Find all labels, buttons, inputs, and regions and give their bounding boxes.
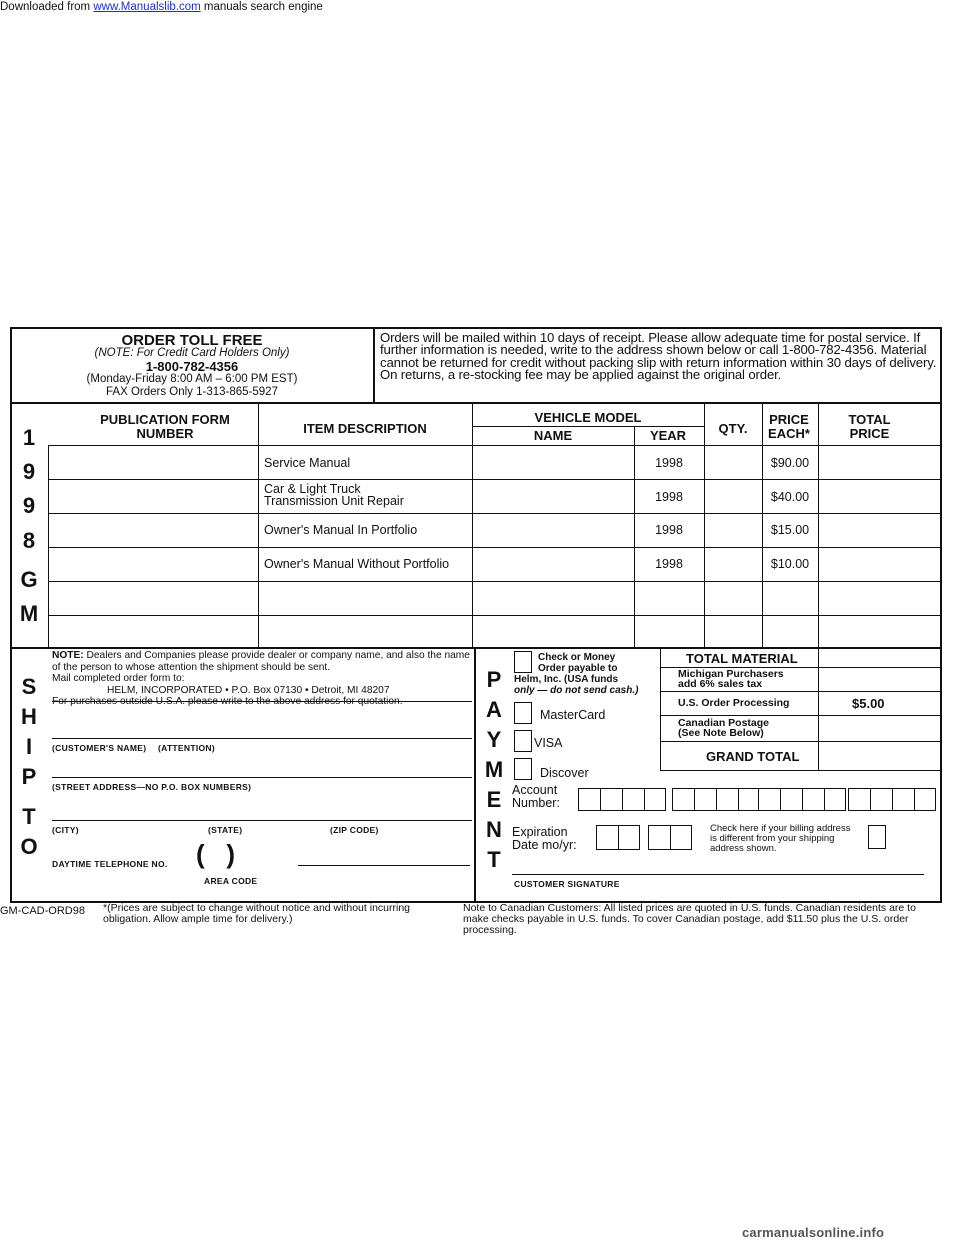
account-number-label: Account Number: — [512, 783, 560, 810]
customer-name-label: (CUSTOMER'S NAME) — [52, 743, 147, 753]
toll-free-box — [12, 329, 372, 399]
pay-letter-n: N — [486, 817, 502, 842]
check-option-line3: Helm, Inc. (USA funds — [514, 674, 619, 685]
form-code: GM-CAD-ORD98 — [0, 905, 85, 917]
city-state-zip-line[interactable] — [52, 820, 472, 821]
row2-item: Car & Light Truck — [264, 482, 361, 496]
processing-fee: $5.00 — [852, 696, 885, 711]
account-number-group-3[interactable] — [758, 788, 846, 811]
row1-year: 1998 — [655, 456, 683, 470]
attention-label: (ATTENTION) — [158, 743, 215, 753]
row2-price: $40.00 — [770, 490, 810, 504]
row2-item-line2: Transmission Unit Repair — [264, 494, 404, 508]
customer-signature-line[interactable] — [512, 874, 924, 875]
canadian-postage-label-1: Canadian Postage — [678, 717, 770, 729]
side-letter-8: 8 — [22, 528, 36, 553]
row1-price: $90.00 — [770, 456, 810, 470]
grand-total-label: GRAND TOTAL — [706, 749, 800, 764]
order-form: ORDER TOLL FREE (NOTE: For Credit Card Holders Only) 1-800-782-4356 (Monday-Friday 8:00 AM – 6:00 PM EST) FAX Orders Only 1-313-865-5927 Orders will be mailed within 10 days of receipt. Please allow adequate time for postal service. If further information is needed, write to the address shown below or call 1-800-782-4356. Material cannot be returned for credit without packing slip with return information within 30 days of delivery. On returns, a re-stocking fee may be applied against the original order. 1 9 9 8 G M PUBLICATION FORM NUMBER ITEM DESCRIPTION VEHICLE MODEL NAME YEAR QTY. PRICE EACH* TOTAL PRICE Service Manual 1998 $90.00 Car & Light Truck Transmission Unit Repair 1998 $40.00 Owner's Manual In Portfolio 1998 $15.00 Owner's Manual Without Portfolio 1998 $10.00 S H I P T O NOTE: Dealers and Companies please provide dealer or company name, and also the name of the person to whose attention the shipment should be sent. Mail completed order form to: HELM, INCORPORATED • P.O. Box 07130 • Detroit, MI 48207 (CUSTOMER'S NAME) (ATTENTION) (STREET ADDRESS—NO P.O. BOX NUMBERS) (CITY) (STATE) (ZIP CODE) DAYTIME TELEPHONE NO. ( ) AREA CODE P A Y M E N T Check or Money Order payable to Helm, Inc. (USA funds only — do not send cash.) MasterCard VISA Discover Account Number: Expiration Date mo/yr: Check here if your billing address is different from your shipping address shown. CUSTOMER SIGNATURE TOTAL MATERIAL Michigan Purchasers add 6% sales tax U.S. Order Processing $5.00 Canadian Postage (See Note Below) GRAND TOTAL — [10, 327, 942, 903]
mastercard-label: MasterCard — [540, 708, 606, 722]
side-letter-1: 1 — [22, 425, 36, 450]
toll-free-note: (NOTE: For Credit Card Holders Only) — [94, 347, 290, 359]
row3-price: $15.00 — [770, 523, 810, 537]
billing-different-checkbox[interactable] — [868, 825, 886, 849]
row1-item: Service Manual — [264, 456, 351, 470]
header-year: YEAR — [649, 428, 687, 443]
account-number-group-1[interactable] — [578, 788, 666, 811]
customer-signature-label: CUSTOMER SIGNATURE — [514, 879, 620, 889]
check-option-line2: Order payable to — [538, 663, 618, 674]
visa-checkbox[interactable] — [514, 730, 532, 752]
street-address-line[interactable] — [52, 777, 472, 778]
state-label: (STATE) — [208, 825, 243, 835]
mailing-address: HELM, INCORPORATED • P.O. Box 07130 • Detroit, MI 48207 — [107, 684, 390, 696]
ship-letter-o: O — [20, 834, 38, 859]
banner-prefix: Downloaded from — [0, 1, 94, 13]
header-item-description: ITEM DESCRIPTION — [303, 421, 427, 436]
account-number-group-2[interactable] — [672, 788, 760, 811]
row2-year: 1998 — [655, 490, 683, 504]
ship-letter-h: H — [21, 704, 37, 729]
pay-letter-m: M — [484, 757, 504, 782]
total-material-label: TOTAL MATERIAL — [686, 651, 798, 666]
header-name: NAME — [533, 428, 573, 443]
check-option-line1: Check or Money — [538, 652, 616, 663]
michigan-tax-label-2: add 6% sales tax — [678, 678, 763, 690]
phone-line[interactable] — [298, 865, 470, 866]
ship-letter-i: I — [25, 734, 33, 759]
row4-price: $10.00 — [770, 557, 810, 571]
daytime-phone-label: DAYTIME TELEPHONE NO. — [52, 859, 168, 869]
manualslib-link[interactable]: www.Manualslib.com — [93, 1, 201, 13]
header-qty: QTY. — [718, 421, 748, 436]
pay-letter-t: T — [487, 847, 501, 872]
header-vehicle-model: VEHICLE MODEL — [534, 410, 642, 425]
toll-free-phone[interactable]: 1-800-782-4356 — [145, 359, 239, 374]
banner-suffix: manuals search engine — [200, 1, 323, 13]
mastercard-checkbox[interactable] — [514, 702, 532, 724]
shipping-instructions — [52, 650, 472, 708]
visa-label: VISA — [534, 736, 563, 750]
fax-number: FAX Orders Only 1-313-865-5927 — [106, 386, 278, 398]
check-money-order-checkbox[interactable] — [514, 651, 532, 673]
city-label: (CITY) — [52, 825, 79, 835]
side-letter-9b: 9 — [22, 493, 36, 518]
discover-checkbox[interactable] — [514, 758, 532, 780]
pay-letter-a: A — [486, 697, 502, 722]
side-letter-m: M — [19, 601, 39, 626]
billing-different-note: Check here if your billing address is different from your shipping address shown. — [710, 823, 851, 854]
price-disclaimer: *(Prices are subject to change without notice and without incurring obligation. Allow ample time for delivery.) — [103, 902, 411, 925]
row4-item: Owner's Manual Without Portfolio — [264, 557, 450, 571]
toll-free-hours: (Monday-Friday 8:00 AM – 6:00 PM EST) — [86, 373, 298, 385]
site-watermark: carmanualsonline.info — [742, 1225, 885, 1240]
pay-letter-y: Y — [486, 727, 502, 752]
toll-free-title: ORDER TOLL FREE — [121, 332, 263, 349]
michigan-tax-label-1: Michigan Purchasers — [678, 668, 784, 680]
side-letter-9a: 9 — [22, 459, 36, 484]
note-text: Dealers and Companies please provide dealer or company name, and also the name of the person to whose attention the shipment should be sent. — [52, 650, 470, 673]
account-number-group-4[interactable] — [848, 788, 936, 811]
expiration-year-input[interactable] — [648, 825, 692, 850]
expiration-date-label: Expiration Date mo/yr: — [512, 825, 577, 852]
row4-year: 1998 — [655, 557, 683, 571]
discover-label: Discover — [540, 766, 589, 780]
ship-letter-s: S — [21, 674, 37, 699]
pay-letter-e: E — [486, 787, 502, 812]
header-publication-form: PUBLICATION FORM NUMBER — [100, 412, 230, 441]
note-label: NOTE: — [52, 650, 84, 661]
processing-label: U.S. Order Processing — [678, 697, 790, 709]
street-address-label: (STREET ADDRESS—NO P.O. BOX NUMBERS) — [52, 782, 252, 792]
header-total-price: TOTAL PRICE — [848, 412, 891, 441]
header-price-each: PRICE EACH* — [768, 412, 810, 441]
side-letter-g: G — [20, 567, 38, 592]
ship-letter-t: T — [22, 804, 36, 829]
expiration-month-input[interactable] — [596, 825, 640, 850]
pay-letter-p: P — [486, 667, 502, 692]
customer-name-line[interactable] — [52, 738, 472, 739]
zip-code-label: (ZIP CODE) — [330, 825, 379, 835]
area-code-label: AREA CODE — [204, 876, 258, 886]
check-option-line4: only — do not send cash.) — [514, 685, 639, 696]
order-policy-text: Orders will be mailed within 10 days of receipt. Please allow adequate time for postal service. If further information is needed, write to the address shown below or call 1-800-782-4356. Material cannot be returned for credit without packing slip with return information within 30 days of delivery. On returns, a re-stocking fee may be applied against the original order. — [380, 330, 937, 383]
row3-year: 1998 — [655, 523, 683, 537]
canadian-customer-note: Note to Canadian Customers: All listed prices are quoted in U.S. funds. Canadian residents are to make checks payable in U.S. funds. To cover Canadian postage, add $11.50 plus the U.S. order processing. — [463, 902, 916, 936]
ship-letter-p: P — [21, 764, 37, 789]
download-source-banner — [0, 0, 323, 14]
canadian-postage-label-2: (See Note Below) — [678, 727, 764, 739]
row3-item: Owner's Manual In Portfolio — [264, 523, 418, 537]
mail-to-label: Mail completed order form to: — [52, 673, 185, 684]
